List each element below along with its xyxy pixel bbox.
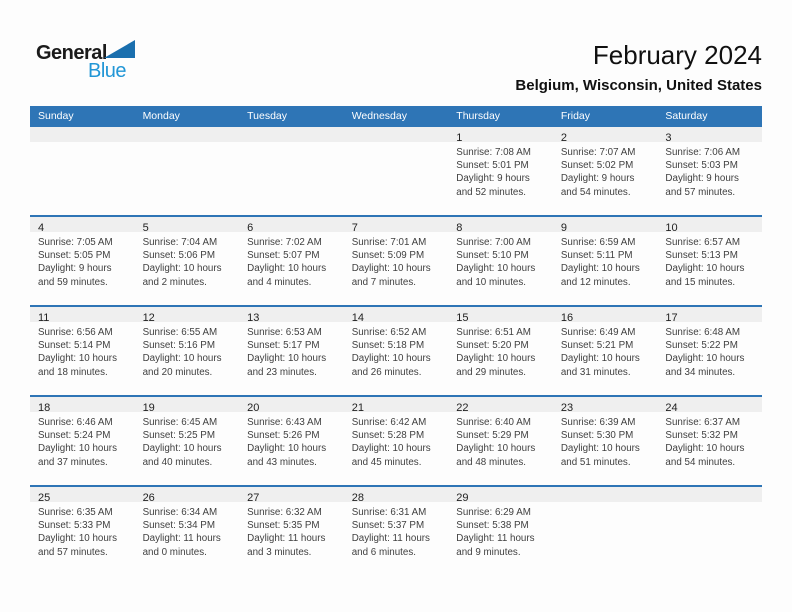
day-details [239,322,344,379]
day-number-strip [239,397,344,412]
daylight-text: Daylight: 10 hours and 45 minutes. [351,443,431,468]
daylight-text: Daylight: 11 hours and 3 minutes. [247,533,326,558]
day-number-strip [344,217,449,232]
sunrise-text: Sunrise: 6:42 AM [351,417,427,428]
sunrise-text: Sunrise: 6:59 AM [560,237,636,248]
general-blue-logo [36,38,156,88]
weekday-header-friday: Friday [560,110,591,122]
sunrise-text: Sunrise: 6:39 AM [560,417,636,428]
day-number-strip [239,487,344,502]
sunrise-text: Sunrise: 6:35 AM [38,507,113,518]
day-cell-16 [553,307,658,395]
day-details [135,502,240,559]
day-number: 4 [38,222,45,234]
sunset-text: Sunset: 5:25 PM [142,430,215,442]
logo-text-general: General [36,42,107,64]
day-number-strip [30,217,135,232]
sunset-text: Sunset: 5:11 PM [560,250,633,262]
day-cell-3 [657,127,762,215]
sunset-text: Sunset: 5:24 PM [38,430,111,442]
day-cell [30,127,135,215]
day-details [553,142,658,199]
weekday-header-monday: Monday [142,110,180,122]
weekday-header-row [30,106,762,126]
sunrise-text: Sunrise: 6:48 AM [665,327,741,338]
day-number-strip [30,307,135,322]
sunset-text: Sunset: 5:02 PM [560,160,634,172]
day-cell [657,487,762,575]
sunrise-text: Sunrise: 6:37 AM [665,417,741,428]
day-number-strip [657,217,762,232]
sunset-text: Sunset: 5:38 PM [456,520,529,532]
day-details [344,412,449,469]
day-number-strip [239,217,344,232]
day-number: 5 [142,222,149,234]
day-cell-10 [657,217,762,305]
logo-text-blue: Blue [88,60,127,82]
day-cell-26 [135,487,240,575]
day-details [553,322,658,379]
day-number: 2 [560,132,567,144]
day-number: 23 [560,402,574,414]
sunset-text: Sunset: 5:32 PM [665,430,738,442]
day-number-strip [30,127,135,142]
day-details [657,322,762,379]
day-cell-7 [344,217,449,305]
daylight-text: Daylight: 9 hours and 52 minutes. [456,173,530,198]
day-number: 20 [247,402,260,414]
day-details [135,142,240,146]
day-number-strip [135,127,240,142]
week-row [30,395,762,485]
week-row [30,485,762,575]
day-number-strip [448,217,553,232]
day-number-strip [657,487,762,502]
day-number-strip [448,127,553,142]
day-cell [344,127,449,215]
day-details [657,412,762,469]
day-details [344,232,449,289]
day-number: 11 [38,312,50,324]
logo-triangle-icon [104,40,135,58]
day-number-strip [30,397,135,412]
sunrise-text: Sunrise: 6:32 AM [247,507,322,518]
sunset-text: Sunset: 5:21 PM [560,340,634,352]
day-details [448,322,553,379]
sunset-text: Sunset: 5:06 PM [142,250,215,262]
day-number: 12 [142,312,155,324]
day-cell-28 [344,487,449,575]
sunset-text: Sunset: 5:03 PM [665,160,738,172]
day-number: 22 [456,402,469,414]
sunrise-text: Sunrise: 7:06 AM [665,147,741,158]
sunrise-text: Sunrise: 7:05 AM [38,237,113,248]
sunset-text: Sunset: 5:07 PM [247,250,320,262]
week-row [30,215,762,305]
day-number-strip [553,397,658,412]
day-cell-1 [448,127,553,215]
day-number: 19 [142,402,155,414]
day-cell [239,127,344,215]
day-number: 17 [665,312,678,324]
day-number: 16 [560,312,574,324]
daylight-text: Daylight: 10 hours and 31 minutes. [560,353,640,378]
day-number-strip [239,307,344,322]
daylight-text: Daylight: 11 hours and 0 minutes. [142,533,221,558]
day-cell-9 [553,217,658,305]
day-details [344,322,449,379]
daylight-text: Daylight: 10 hours and 40 minutes. [142,443,222,468]
title-block [515,40,762,94]
sunset-text: Sunset: 5:33 PM [38,520,111,532]
weekday-header-sunday: Sunday [38,110,74,122]
sunrise-text: Sunrise: 6:29 AM [456,507,531,518]
daylight-text: Daylight: 10 hours and 29 minutes. [456,353,536,378]
daylight-text: Daylight: 10 hours and 4 minutes. [247,263,327,288]
sunrise-text: Sunrise: 6:55 AM [142,327,218,338]
day-details [448,232,553,289]
day-number-strip [553,127,658,142]
sunset-text: Sunset: 5:17 PM [247,340,320,352]
day-cell-24 [657,397,762,485]
day-details [344,142,449,146]
daylight-text: Daylight: 10 hours and 2 minutes. [142,263,222,288]
day-details [135,412,240,469]
day-details [30,322,135,379]
day-cell-14 [344,307,449,395]
day-number: 27 [247,492,260,504]
sunrise-text: Sunrise: 6:46 AM [38,417,113,428]
day-cell-6 [239,217,344,305]
day-details [239,142,344,146]
day-details [135,232,240,289]
day-details [239,412,344,469]
day-details [30,502,135,559]
day-details [657,232,762,289]
day-number-strip [344,127,449,142]
daylight-text: Daylight: 10 hours and 7 minutes. [351,263,431,288]
day-cell [553,487,658,575]
daylight-text: Daylight: 10 hours and 23 minutes. [247,353,327,378]
day-number-strip [448,307,553,322]
weekday-header-wednesday: Wednesday [351,110,407,122]
day-number: 26 [142,492,155,504]
day-number-strip [553,487,658,502]
sunrise-text: Sunrise: 6:52 AM [351,327,427,338]
sunrise-text: Sunrise: 6:49 AM [560,327,636,338]
week-row [30,126,762,215]
sunset-text: Sunset: 5:20 PM [456,340,529,352]
daylight-text: Daylight: 10 hours and 10 minutes. [456,263,536,288]
day-number-strip [344,397,449,412]
day-cell-5 [135,217,240,305]
day-number-strip [657,127,762,142]
sunrise-text: Sunrise: 7:02 AM [247,237,322,248]
day-details [448,142,553,199]
day-number: 10 [665,222,678,234]
daylight-text: Daylight: 11 hours and 6 minutes. [351,533,430,558]
daylight-text: Daylight: 10 hours and 43 minutes. [247,443,327,468]
day-details [239,502,344,559]
sunrise-text: Sunrise: 6:56 AM [38,327,113,338]
daylight-text: Daylight: 9 hours and 57 minutes. [665,173,739,198]
day-number-strip [344,487,449,502]
day-details [448,412,553,469]
weekday-header-saturday: Saturday [665,110,708,122]
day-number: 1 [456,132,463,144]
daylight-text: Daylight: 10 hours and 34 minutes. [665,353,745,378]
calendar-weeks [30,126,762,575]
sunset-text: Sunset: 5:01 PM [456,160,529,172]
day-details [657,142,762,199]
sunrise-text: Sunrise: 6:31 AM [351,507,427,518]
sunrise-text: Sunrise: 7:07 AM [560,147,636,158]
day-number-strip [553,217,658,232]
daylight-text: Daylight: 10 hours and 48 minutes. [456,443,536,468]
daylight-text: Daylight: 10 hours and 18 minutes. [38,353,117,378]
sunrise-text: Sunrise: 6:43 AM [247,417,322,428]
day-number-strip [344,307,449,322]
sunrise-text: Sunrise: 6:45 AM [142,417,218,428]
day-number-strip [30,487,135,502]
day-details [239,232,344,289]
day-number: 3 [665,132,672,144]
day-cell-21 [344,397,449,485]
sunset-text: Sunset: 5:37 PM [351,520,425,532]
day-number: 6 [247,222,254,234]
day-cell-27 [239,487,344,575]
day-number: 29 [456,492,469,504]
day-cell-11 [30,307,135,395]
day-details [135,322,240,379]
day-number-strip [135,217,240,232]
day-number-strip [448,397,553,412]
day-details [30,142,135,146]
day-number-strip [448,487,553,502]
sunset-text: Sunset: 5:13 PM [665,250,738,262]
location-subtitle: Belgium, Wisconsin, United States [515,77,762,94]
month-title: February 2024 [592,40,762,70]
day-cell-4 [30,217,135,305]
daylight-text: Daylight: 10 hours and 57 minutes. [38,533,117,558]
day-details [553,502,658,506]
day-number-strip [135,487,240,502]
sunset-text: Sunset: 5:16 PM [142,340,215,352]
daylight-text: Daylight: 10 hours and 37 minutes. [38,443,117,468]
day-cell-17 [657,307,762,395]
sunset-text: Sunset: 5:28 PM [351,430,425,442]
day-cell-19 [135,397,240,485]
daylight-text: Daylight: 10 hours and 54 minutes. [665,443,745,468]
sunrise-text: Sunrise: 7:00 AM [456,237,531,248]
weekday-header-thursday: Thursday [456,110,501,122]
sunrise-text: Sunrise: 7:08 AM [456,147,531,158]
daylight-text: Daylight: 10 hours and 12 minutes. [560,263,640,288]
day-details [344,502,449,559]
day-cell-12 [135,307,240,395]
day-number: 13 [247,312,260,324]
day-number: 14 [351,312,364,324]
daylight-text: Daylight: 10 hours and 20 minutes. [142,353,222,378]
day-number-strip [239,127,344,142]
sunset-text: Sunset: 5:09 PM [351,250,425,262]
sunset-text: Sunset: 5:18 PM [351,340,425,352]
day-number-strip [657,307,762,322]
day-number: 8 [456,222,463,234]
day-details [657,502,762,506]
day-cell-22 [448,397,553,485]
day-cell-2 [553,127,658,215]
day-number: 9 [560,222,567,234]
day-details [553,412,658,469]
day-cell [135,127,240,215]
day-number: 18 [38,402,51,414]
day-number: 7 [351,222,358,234]
daylight-text: Daylight: 9 hours and 59 minutes. [38,263,112,288]
sunrise-text: Sunrise: 7:01 AM [351,237,427,248]
sunrise-text: Sunrise: 6:57 AM [665,237,741,248]
day-cell-8 [448,217,553,305]
sunset-text: Sunset: 5:14 PM [38,340,111,352]
day-details [448,502,553,559]
day-number: 25 [38,492,51,504]
sunrise-text: Sunrise: 7:04 AM [142,237,218,248]
day-number: 28 [351,492,364,504]
day-details [30,412,135,469]
sunset-text: Sunset: 5:22 PM [665,340,738,352]
day-cell-23 [553,397,658,485]
daylight-text: Daylight: 9 hours and 54 minutes. [560,173,635,198]
sunset-text: Sunset: 5:29 PM [456,430,529,442]
sunset-text: Sunset: 5:34 PM [142,520,215,532]
sunset-text: Sunset: 5:10 PM [456,250,529,262]
week-row [30,305,762,395]
day-cell-15 [448,307,553,395]
sunrise-text: Sunrise: 6:51 AM [456,327,531,338]
day-number-strip [657,397,762,412]
sunset-text: Sunset: 5:26 PM [247,430,320,442]
day-number: 21 [351,402,364,414]
sunset-text: Sunset: 5:05 PM [38,250,111,262]
daylight-text: Daylight: 10 hours and 51 minutes. [560,443,640,468]
day-number: 24 [665,402,678,414]
day-number-strip [135,397,240,412]
sunrise-text: Sunrise: 6:34 AM [142,507,218,518]
sunset-text: Sunset: 5:35 PM [247,520,320,532]
day-cell-20 [239,397,344,485]
daylight-text: Daylight: 10 hours and 26 minutes. [351,353,431,378]
day-number-strip [135,307,240,322]
weekday-header-tuesday: Tuesday [247,110,288,122]
sunset-text: Sunset: 5:30 PM [560,430,634,442]
day-number: 15 [456,312,469,324]
day-details [30,232,135,289]
day-cell-18 [30,397,135,485]
day-number-strip [553,307,658,322]
daylight-text: Daylight: 11 hours and 9 minutes. [456,533,535,558]
daylight-text: Daylight: 10 hours and 15 minutes. [665,263,745,288]
sunrise-text: Sunrise: 6:53 AM [247,327,322,338]
day-cell-25 [30,487,135,575]
calendar-table [30,106,762,575]
day-cell-29 [448,487,553,575]
day-details [553,232,658,289]
day-cell-13 [239,307,344,395]
sunrise-text: Sunrise: 6:40 AM [456,417,531,428]
